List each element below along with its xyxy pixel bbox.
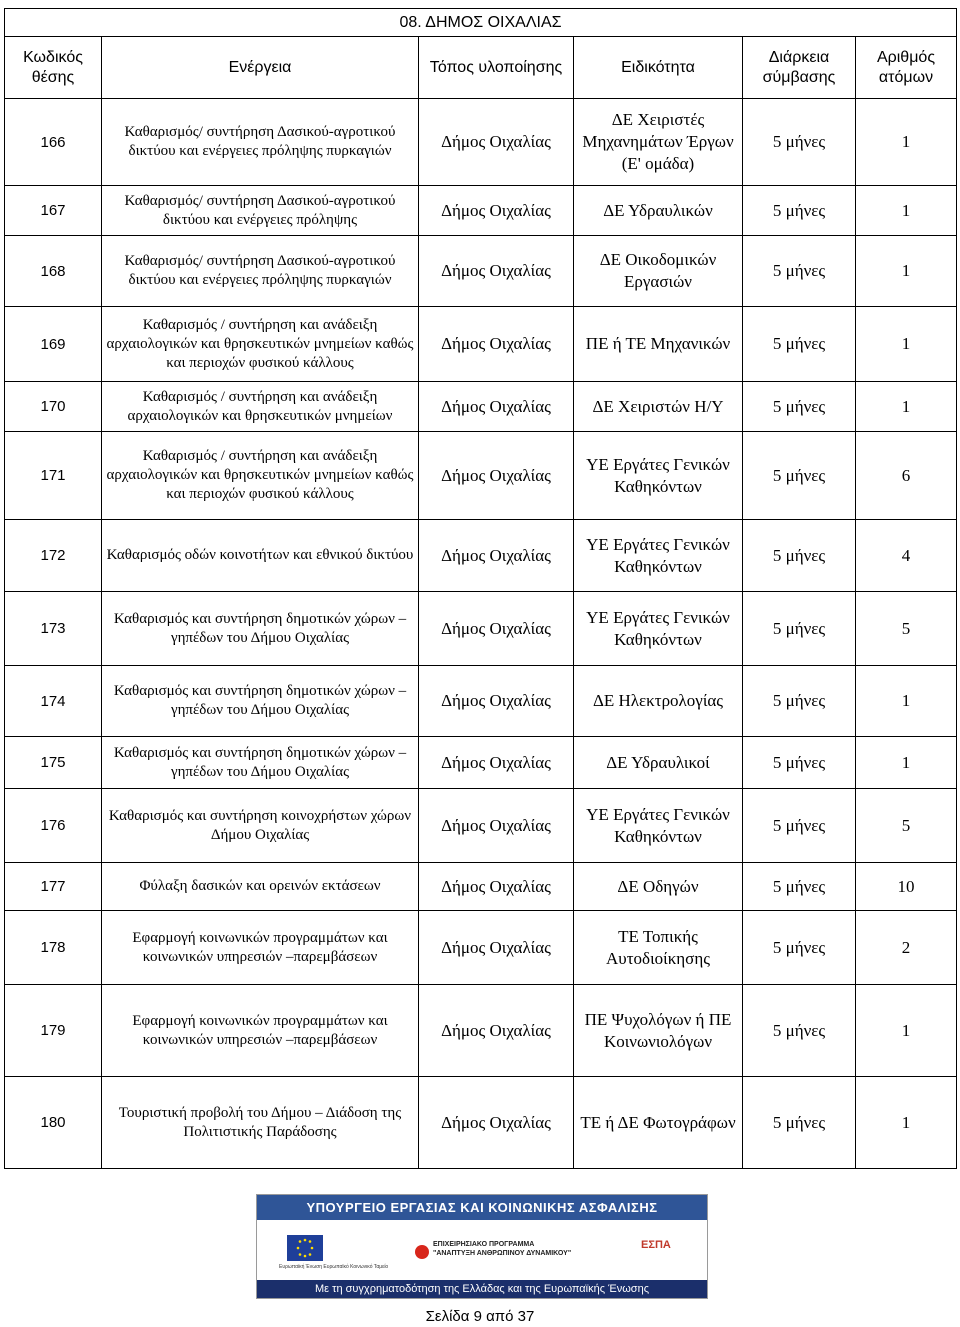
cell-count: 1 [856, 666, 957, 737]
cell-action: Καθαρισμός και συντήρηση κοινοχρήστων χώρων Δήμου Οιχαλίας [102, 789, 419, 863]
cell-specialty: ΔΕ Χειριστές Μηχανημάτων Έργων (Ε' ομάδα) [574, 99, 743, 186]
table-row [5, 863, 957, 911]
cell-duration: 5 μήνες [743, 911, 856, 985]
cell-action: Εφαρμογή κοινωνικών προγραμμάτων και κοινωνικών υπηρεσιών –παρεμβάσεων [102, 985, 419, 1077]
header-action: Ενέργεια [102, 37, 419, 99]
cell-count: 4 [856, 520, 957, 592]
table-row [5, 911, 957, 985]
cell-action: Καθαρισμός / συντήρηση και ανάδειξη αρχαιολογικών και θρησκευτικών μνημείων καθώς και περιοχών φυσικού κάλλους [102, 432, 419, 520]
cell-place: Δήμος Οιχαλίας [419, 666, 574, 737]
cell-count: 1 [856, 99, 957, 186]
cell-code: 168 [5, 236, 102, 307]
cell-count: 5 [856, 592, 957, 666]
cell-duration: 5 μήνες [743, 737, 856, 789]
cell-code: 175 [5, 737, 102, 789]
cell-specialty: ΥΕ Εργάτες Γενικών Καθηκόντων [574, 789, 743, 863]
cell-place: Δήμος Οιχαλίας [419, 432, 574, 520]
cell-specialty: ΔΕ Οικοδομικών Εργασιών [574, 236, 743, 307]
cell-count: 6 [856, 432, 957, 520]
cell-code: 177 [5, 863, 102, 911]
cell-count: 1 [856, 307, 957, 382]
table-row [5, 789, 957, 863]
cell-duration: 5 μήνες [743, 666, 856, 737]
cell-specialty: ΔΕ Χειριστών Η/Υ [574, 382, 743, 432]
cell-specialty: ΥΕ Εργάτες Γενικών Καθηκόντων [574, 592, 743, 666]
cell-action: Καθαρισμός και συντήρηση δημοτικών χώρων – γηπέδων του Δήμου Οιχαλίας [102, 737, 419, 789]
cell-code: 178 [5, 911, 102, 985]
cell-count: 2 [856, 911, 957, 985]
cell-code: 174 [5, 666, 102, 737]
cell-place: Δήμος Οιχαλίας [419, 1077, 574, 1169]
cell-count: 10 [856, 863, 957, 911]
ministry-band: ΥΠΟΥΡΓΕΙΟ ΕΡΓΑΣΙΑΣ ΚΑΙ ΚΟΙΝΩΝΙΚΗΣ ΑΣΦΑΛΙΣΗΣ [257, 1195, 707, 1220]
table-row [5, 432, 957, 520]
cell-place: Δήμος Οιχαλίας [419, 307, 574, 382]
cell-code: 176 [5, 789, 102, 863]
cell-duration: 5 μήνες [743, 307, 856, 382]
document-title: 08. ΔΗΜΟΣ ΟΙΧΑΛΙΑΣ [5, 9, 957, 37]
table-row [5, 737, 957, 789]
cell-duration: 5 μήνες [743, 186, 856, 236]
table-row [5, 186, 957, 236]
cell-place: Δήμος Οιχαλίας [419, 789, 574, 863]
cell-place: Δήμος Οιχαλίας [419, 911, 574, 985]
table-row [5, 99, 957, 186]
cell-duration: 5 μήνες [743, 985, 856, 1077]
cell-place: Δήμος Οιχαλίας [419, 985, 574, 1077]
cell-action: Εφαρμογή κοινωνικών προγραμμάτων και κοινωνικών υπηρεσιών –παρεμβάσεων [102, 911, 419, 985]
cell-action: Καθαρισμός/ συντήρηση Δασικού-αγροτικού δικτύου και ενέργειες πρόληψης [102, 186, 419, 236]
cell-action: Καθαρισμός/ συντήρηση Δασικού-αγροτικού δικτύου και ενέργειες πρόληψης πυρκαγιών [102, 99, 419, 186]
cell-duration: 5 μήνες [743, 432, 856, 520]
table-row [5, 382, 957, 432]
cell-action: Φύλαξη δασικών και ορεινών εκτάσεων [102, 863, 419, 911]
header-code: Κωδικός θέσης [5, 37, 102, 99]
eu-caption: Ευρωπαϊκή Ένωση Ευρωπαϊκό Κοινωνικό Ταμείο [279, 1264, 389, 1270]
program-line-2: "ΑΝΑΠΤΥΞΗ ΑΝΘΡΩΠΙΝΟΥ ΔΥΝΑΜΙΚΟΥ" [433, 1250, 572, 1257]
cell-specialty: ΔΕ Ηλεκτρολογίας [574, 666, 743, 737]
cell-specialty: ΔΕ Υδραυλικών [574, 186, 743, 236]
cell-place: Δήμος Οιχαλίας [419, 863, 574, 911]
cell-count: 1 [856, 985, 957, 1077]
cell-count: 1 [856, 186, 957, 236]
cell-specialty: ΔΕ Οδηγών [574, 863, 743, 911]
cell-action: Καθαρισμός και συντήρηση δημοτικών χώρων – γηπέδων του Δήμου Οιχαλίας [102, 592, 419, 666]
cell-specialty: ΔΕ Υδραυλικοί [574, 737, 743, 789]
cell-action: Καθαρισμός και συντήρηση δημοτικών χώρων – γηπέδων του Δήμου Οιχαλίας [102, 666, 419, 737]
cell-place: Δήμος Οιχαλίας [419, 99, 574, 186]
table-row [5, 985, 957, 1077]
cell-place: Δήμος Οιχαλίας [419, 236, 574, 307]
cell-count: 1 [856, 1077, 957, 1169]
cell-duration: 5 μήνες [743, 382, 856, 432]
table-row [5, 236, 957, 307]
cell-duration: 5 μήνες [743, 863, 856, 911]
cofund-band: Με τη συγχρηματοδότηση της Ελλάδας και της Ευρωπαϊκής Ένωσης [257, 1280, 707, 1298]
cell-specialty: ΠΕ Ψυχολόγων ή ΠΕ Κοινωνιολόγων [574, 985, 743, 1077]
cell-action: Καθαρισμός / συντήρηση και ανάδειξη αρχαιολογικών και θρησκευτικών μνημείων [102, 382, 419, 432]
cell-place: Δήμος Οιχαλίας [419, 592, 574, 666]
cell-place: Δήμος Οιχαλίας [419, 737, 574, 789]
positions-table [4, 8, 957, 1169]
cell-action: Καθαρισμός/ συντήρηση Δασικού-αγροτικού δικτύου και ενέργειες πρόληψης πυρκαγιών [102, 236, 419, 307]
cell-code: 172 [5, 520, 102, 592]
table-row [5, 592, 957, 666]
table-row [5, 666, 957, 737]
cell-code: 169 [5, 307, 102, 382]
program-line-1: ΕΠΙΧΕΙΡΗΣΙΑΚΟ ΠΡΟΓΡΑΜΜΑ [433, 1241, 535, 1248]
program-banner [256, 1194, 708, 1299]
cell-place: Δήμος Οιχαλίας [419, 382, 574, 432]
cell-count: 1 [856, 382, 957, 432]
cell-specialty: ΥΕ Εργάτες Γενικών Καθηκόντων [574, 432, 743, 520]
header-count: Αριθμός ατόμων [856, 37, 957, 99]
cell-duration: 5 μήνες [743, 99, 856, 186]
program-title [433, 1240, 571, 1258]
header-place: Τόπος υλοποίησης [419, 37, 574, 99]
cell-count: 1 [856, 236, 957, 307]
cell-duration: 5 μήνες [743, 789, 856, 863]
cell-code: 166 [5, 99, 102, 186]
cell-code: 171 [5, 432, 102, 520]
cell-duration: 5 μήνες [743, 1077, 856, 1169]
program-logo-icon [415, 1245, 429, 1259]
cell-specialty: ΥΕ Εργάτες Γενικών Καθηκόντων [574, 520, 743, 592]
table-row [5, 1077, 957, 1169]
cell-action: Τουριστική προβολή του Δήμου – Διάδοση της Πολιτιστικής Παράδοσης [102, 1077, 419, 1169]
espa-logo: ΕΣΠΑ [641, 1239, 671, 1251]
cell-place: Δήμος Οιχαλίας [419, 186, 574, 236]
header-duration: Διάρκεια σύμβασης [743, 37, 856, 99]
cell-code: 180 [5, 1077, 102, 1169]
cell-duration: 5 μήνες [743, 592, 856, 666]
cell-count: 1 [856, 737, 957, 789]
cell-duration: 5 μήνες [743, 520, 856, 592]
cell-specialty: ΠΕ ή ΤΕ Μηχανικών [574, 307, 743, 382]
cell-code: 167 [5, 186, 102, 236]
cell-specialty: ΤΕ Τοπικής Αυτοδιοίκησης [574, 911, 743, 985]
cell-specialty: ΤΕ ή ΔΕ Φωτογράφων [574, 1077, 743, 1169]
cell-code: 179 [5, 985, 102, 1077]
eu-flag-icon [287, 1235, 323, 1261]
cell-action: Καθαρισμός / συντήρηση και ανάδειξη αρχαιολογικών και θρησκευτικών μνημείων καθώς και περιοχών φυσικού κάλλους [102, 307, 419, 382]
cell-place: Δήμος Οιχαλίας [419, 520, 574, 592]
table-row [5, 520, 957, 592]
cell-code: 173 [5, 592, 102, 666]
cell-code: 170 [5, 382, 102, 432]
table-row [5, 307, 957, 382]
cell-count: 5 [856, 789, 957, 863]
table-body [5, 99, 957, 1169]
header-specialty: Ειδικότητα [574, 37, 743, 99]
cell-action: Καθαρισμός οδών κοινοτήτων και εθνικού δικτύου [102, 520, 419, 592]
page-number: Σελίδα 9 από 37 [425, 1308, 535, 1325]
cell-duration: 5 μήνες [743, 236, 856, 307]
